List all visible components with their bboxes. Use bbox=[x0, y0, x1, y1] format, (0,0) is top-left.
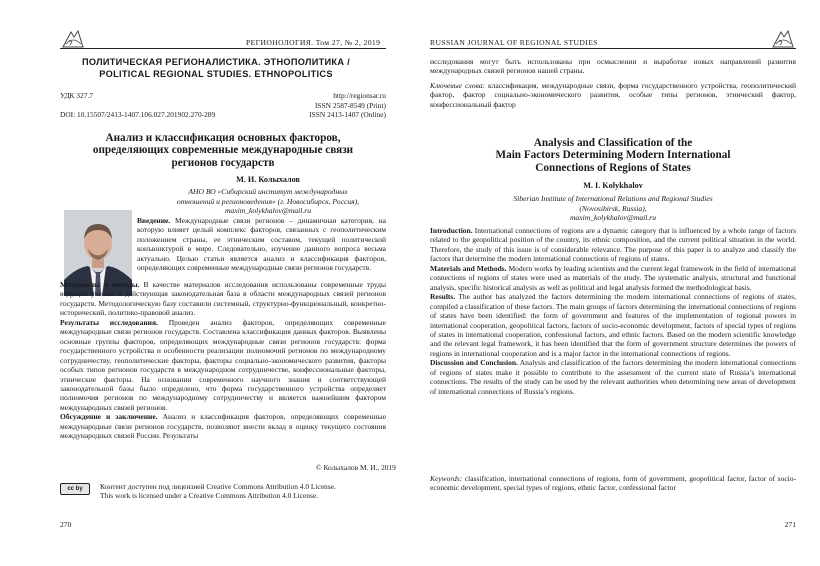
author-name-en: M. I. Kolykhalov bbox=[583, 181, 643, 190]
title-line: Analysis and Classification of the bbox=[533, 137, 693, 149]
license-line-ru: Контент доступен под лицензией Creative Commons Attribution 4.0 License. bbox=[100, 482, 336, 491]
license-text bbox=[100, 482, 336, 500]
author-email[interactable]: maxim_kolykhalov@mail.ru bbox=[224, 206, 312, 216]
abstract-ru-continuation: исследования могут быть использованы при осмыслении и выработке новых направлений развития международных связей регионов нашей страны. bbox=[430, 57, 796, 76]
running-head: RUSSIAN JOURNAL OF REGIONAL STUDIES bbox=[430, 38, 598, 47]
abstract-materials-text: В качестве материалов исследования использованы современные труды ведущих ученых и действующая законодательная база в области международных связей регионов государств. Методологическую базу составили системный, структурно-функциональный, конкретно-исторический, политико-правовой анализ. bbox=[60, 280, 386, 318]
journal-logo-icon bbox=[60, 28, 86, 50]
title-line: Анализ и классификация основных факторов, bbox=[105, 132, 341, 144]
abstract-discussion-text: Analysis and classification of the factors determining the modern international connections of regions of states make it possible to contribute to the assessment of the current state of Russia’s international connections. The results of the study can be used by the relevant authorities when determining new areas of development of international connections of Russia’s regions. bbox=[430, 358, 796, 396]
affiliation-line: Siberian Institute of International Relations and Regional Studies bbox=[513, 194, 713, 203]
affiliation-line: АНО ВО «Сибирский институт международных bbox=[188, 187, 348, 196]
keywords-label-en: Keywords: bbox=[430, 474, 463, 483]
abstract-en bbox=[430, 226, 796, 396]
affiliation-line: (Novosibirsk, Russia), bbox=[579, 203, 647, 213]
issn-online: ISSN 2413-1407 (Online) bbox=[309, 110, 386, 119]
abstract-intro-text: Международные связи регионов – динамичная категория, на которую влияет целый комплекс факторов, связанных с геополитическим положением страны, ее этническим составом, текущей политической конъюнктурой в мире. Следовательно, изучение данного вопроса весьма актуально. Целью статьи является анализ и классификация факторов, определяющих современные международные связи регионов государств. bbox=[137, 216, 386, 273]
abstract-intro-label: Introduction. bbox=[430, 226, 473, 235]
journal-logo-icon bbox=[770, 28, 796, 50]
journal-url[interactable]: http://regionsar.ru bbox=[333, 91, 386, 100]
author-affiliation-ru bbox=[150, 187, 386, 216]
abstract-intro-label: Введение. bbox=[137, 216, 171, 225]
running-head: РЕГИОНОЛОГИЯ. Том 27, № 2, 2019 bbox=[246, 38, 381, 47]
abstract-discussion-label: Обсуждение и заключение. bbox=[60, 412, 158, 422]
header-rule bbox=[430, 48, 796, 49]
author-email[interactable]: maxim_kolykhalov@mail.ru bbox=[569, 213, 657, 223]
page-number-left: 270 bbox=[60, 520, 72, 529]
cc-badge-text: cc by bbox=[67, 486, 83, 492]
abstract-results-text: The author has analyzed the factors determining the modern international connections of regions of states, compiled a classification of these factors. The main groups of factors determining the international connections of regions of states have been identified: the form of government and features of the implementation of regional powers in international cooperation, geopolitical factors, factors of socio-economic development, factors of special types of regions of states in international cooperation, confessional factors, and ethnic factors. Based on the modern scientific knowledge and the relevant legal framework, it has been identified that the form of government structure determines the powers of regions in international cooperation and is a major factor in the international connections of regions. bbox=[430, 292, 796, 358]
doi[interactable]: DOI: 10.15507/2413-1407.106.027.201902.270-289 bbox=[60, 110, 216, 119]
abstract-materials-label: Materials and Methods. bbox=[430, 263, 507, 273]
abstract-materials-text: Modern works by leading scientists and the current legal framework in the field of international connections of regions of states were used as materials of the study. The systematic analysis, structural and functional analysis, specific historical analysis as well as political and legal analysis formed the methodological basis. bbox=[430, 263, 796, 292]
title-line: определяющих современные международные связи bbox=[92, 144, 354, 157]
title-line: Main Factors Determining Modern International bbox=[495, 149, 731, 162]
license-line-en: This work is licensed under a Creative Commons Attribution 4.0 License. bbox=[100, 491, 318, 501]
keywords-en bbox=[430, 474, 796, 493]
abstract-materials-label: Материалы и методы. bbox=[60, 280, 140, 289]
keywords-ru bbox=[430, 81, 796, 109]
article-title-ru bbox=[60, 132, 386, 169]
right-page bbox=[410, 0, 820, 566]
section-title-line: POLITICAL REGIONAL STUDIES. ETHNOPOLITICS bbox=[99, 68, 333, 79]
abstract-discussion-text: Анализ и классификация факторов, определяющих современные международные связи регионов государств, позволяют внести вклад в оценку текущего состояния международных связей России. Результаты bbox=[60, 412, 387, 441]
udk-code: УДК 327.7 bbox=[60, 91, 93, 100]
affiliation-line: отношений и регионоведения» (г. Новосибирск, Россия), bbox=[176, 196, 360, 206]
abstract-ru bbox=[60, 280, 386, 441]
author-name-ru: М. И. Колыхалов bbox=[236, 175, 300, 184]
abstract-results-label: Результаты исследования. bbox=[60, 317, 158, 327]
header-rule bbox=[60, 48, 386, 49]
title-line: регионов государств bbox=[171, 156, 275, 169]
keywords-label-ru: Ключевые слова: bbox=[430, 81, 485, 90]
section-title bbox=[66, 57, 366, 80]
section-title-line: ПОЛИТИЧЕСКАЯ РЕГИОНАЛИСТИКА. ЭТНОПОЛИТИКА / bbox=[82, 57, 350, 67]
keywords-ru-text: классификация, международные связи, форма государственного устройства, геополитический фактор, фактор социально-экономического развития, особые типы регионов, этнический фактор, конфессиональный фактор bbox=[430, 81, 797, 109]
abstract-intro-wrap bbox=[137, 216, 386, 273]
cc-license-icon[interactable] bbox=[60, 483, 90, 495]
author-affiliation-en bbox=[430, 194, 796, 223]
abstract-results-text: Проведен анализ факторов, определяющих современные международные связи регионов государств. Составлена классификация данных факторов. Выявлены основные группы факторов, определяющих международные связи регионов государств: форма государственного устройства и особенности реализации полномочий регионов по международному сотрудничеству, геополитические факторы, факторы социально-экономического развития, факторы особых типов регионов государств в международном сотрудничестве, конфессиональные факторы, этнические факторы. На основании современного научного знания и соответствующей законодательной базы было определено, что форма государственного устройства определяет полномочия регионов по международному сотрудничеству и является важнейшим фактором международных связей регионов. bbox=[60, 317, 387, 412]
abstract-results-label: Results. bbox=[430, 292, 456, 302]
copyright-notice: © Колыхалов М. И., 2019 bbox=[316, 463, 396, 472]
title-line: Connections of Regions of States bbox=[535, 161, 691, 174]
abstract-discussion-label: Discussion and Conclusion. bbox=[430, 358, 518, 368]
issn-print: ISSN 2587-8549 (Print) bbox=[314, 100, 386, 110]
abstract-intro-text: International connections of regions are a dynamic category that is influenced by a whole range of factors related to the geopolitical position of the country, its ethnic composition, and the current political situation in the world. Therefore, the study of this issue is of considerable relevance. The purpose of this paper is to analyze and classify the factors that determine the modern international connections of regions of states. bbox=[430, 226, 797, 264]
keywords-en-text: classification, international connections of regions, form of government, geopolitical factor, factor of socio-economic development, special types of regions, ethnic factor, confessional factor bbox=[430, 474, 797, 493]
article-title-en bbox=[430, 137, 796, 174]
page-number-right: 271 bbox=[784, 520, 796, 529]
